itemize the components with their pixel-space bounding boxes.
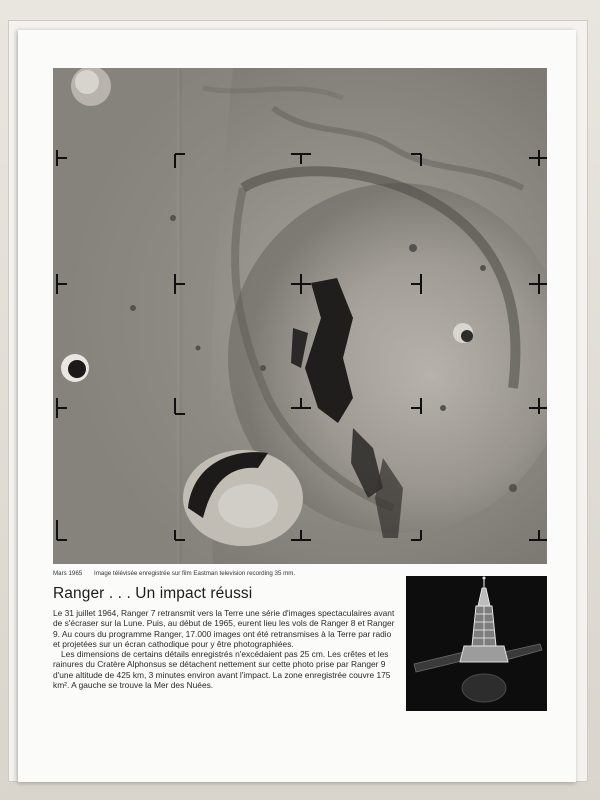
article-title: Ranger . . . Un impact réussi — [53, 585, 253, 602]
lunar-surface-photo — [53, 68, 547, 564]
book-page — [18, 30, 576, 782]
article-body — [53, 608, 399, 690]
caption-text: Image télévisée enregistrée sur film Eastman television recording 35 mm. — [94, 570, 296, 577]
paragraph: Le 31 juillet 1964, Ranger 7 retransmit vers la Terre une série d'images spectaculaires avant de s'écraser sur la Lune. Puis, au début de 1965, eurent lieu les vols de Ranger 8 et Ranger 9. Au cours du programme Ranger, 17.000 images ont été retransmises à la Terre par radio et projetées sur un écran cathodique pour y être photographiées. — [53, 608, 395, 649]
paragraph: Les dimensions de certains détails enregistrés n'excédaient pas 25 cm. Les crêtes et les rainures du Cratère Alphonsus se détachent nettement sur cette photo prise par Ranger 9 d'une altitude de 425 km, 3 minutes environ avant l'impact. La zone enregistrée couvre 175 km². A gauche se trouve la Mer des Nuées. — [53, 649, 391, 691]
caption-date: Mars 1965 — [53, 570, 83, 577]
ranger-probe-photo — [406, 576, 547, 711]
